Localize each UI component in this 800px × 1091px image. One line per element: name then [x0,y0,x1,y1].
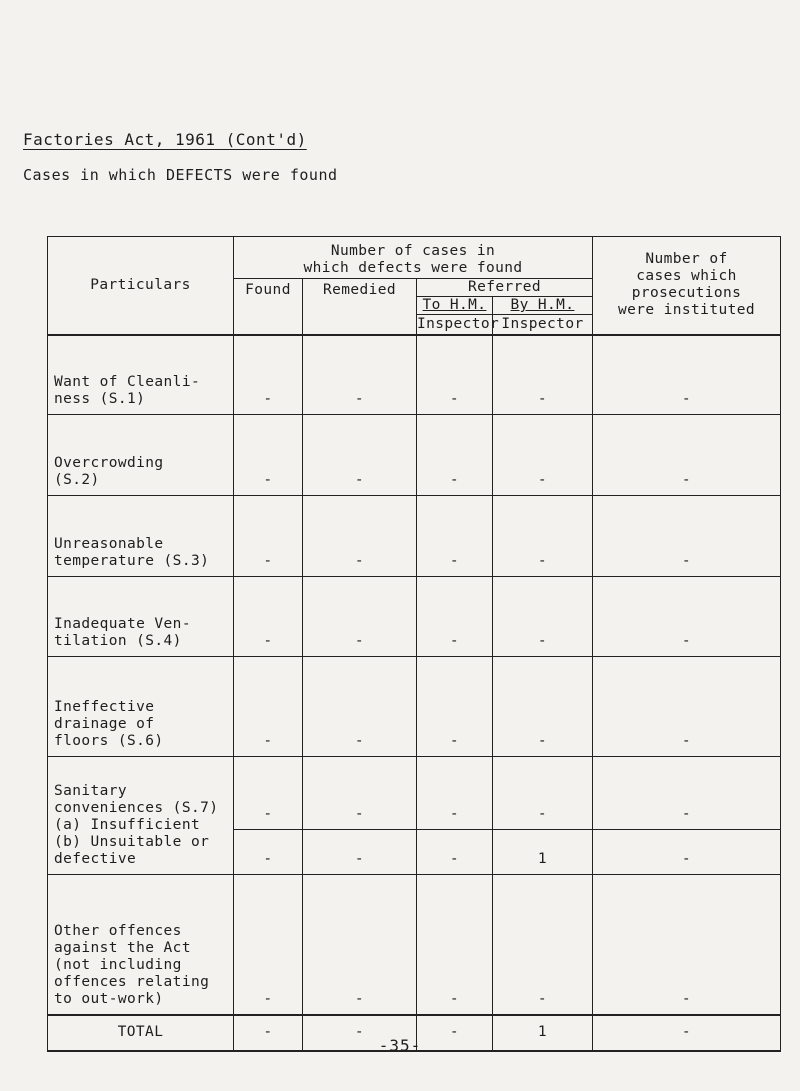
row-particulars: Overcrowding (S.2) [48,415,234,496]
table-row [48,496,781,577]
cell-by-hm: 1 [493,830,593,875]
cell-remedied: - [303,757,417,830]
total-to-hm: - [417,1015,493,1051]
cell-found: - [234,415,303,496]
cell-found: - [234,577,303,657]
row-particulars: Ineffective drainage of floors (S.6) [48,657,234,757]
table-row [48,757,781,830]
cell-remedied: - [303,335,417,415]
header-particulars: Particulars [48,237,234,335]
cell-to-hm: - [417,496,493,577]
cell-by-hm: - [493,757,593,830]
cell-to-hm: - [417,415,493,496]
cell-to-hm: - [417,830,493,875]
cell-remedied: - [303,577,417,657]
page-number: -35- [378,1036,422,1055]
table-row [48,335,781,415]
cell-remedied: - [303,830,417,875]
row-particulars: Want of Cleanli- ness (S.1) [48,335,234,415]
header-by-hm: By H.M. [493,297,593,315]
row-particulars: Unreasonable temperature (S.3) [48,496,234,577]
total-found: - [234,1015,303,1051]
cell-found: - [234,335,303,415]
row-particulars: Inadequate Ven- tilation (S.4) [48,577,234,657]
cell-prosecutions: - [593,757,781,830]
cell-prosecutions: - [593,830,781,875]
total-remedied: - [303,1015,417,1051]
cell-prosecutions: - [593,657,781,757]
header-remedied: Remedied [303,279,417,335]
defects-table [47,236,781,1052]
table-row [48,875,781,1015]
cell-remedied: - [303,875,417,1015]
cell-remedied: - [303,657,417,757]
cell-by-hm: - [493,335,593,415]
header-inspector-to: Inspector [417,315,493,335]
cell-remedied: - [303,415,417,496]
cell-remedied: - [303,496,417,577]
cell-found: - [234,757,303,830]
page-heading: Factories Act, 1961 (Cont'd) [23,130,307,149]
row-particulars: Other offences against the Act (not including offences relating to out-work) [48,875,234,1015]
header-prosecutions: Number of cases which prosecutions were instituted [593,237,781,335]
header-found: Found [234,279,303,335]
header-inspector-by: Inspector [493,315,593,335]
cell-found: - [234,496,303,577]
cell-to-hm: - [417,875,493,1015]
table-row [48,657,781,757]
cell-by-hm: - [493,415,593,496]
cell-by-hm: - [493,875,593,1015]
total-prosecutions: - [593,1015,781,1051]
cell-to-hm: - [417,757,493,830]
cell-to-hm: - [417,657,493,757]
header-to-hm: To H.M. [417,297,493,315]
cell-to-hm: - [417,335,493,415]
cell-prosecutions: - [593,875,781,1015]
table-row [48,415,781,496]
cell-prosecutions: - [593,577,781,657]
cell-by-hm: - [493,496,593,577]
cell-found: - [234,830,303,875]
cell-found: - [234,657,303,757]
header-referred: Referred [417,279,593,297]
cell-found: - [234,875,303,1015]
header-number-of-cases: Number of cases in which defects were found [234,237,593,279]
cell-by-hm: - [493,577,593,657]
cell-prosecutions: - [593,496,781,577]
page-subheading: Cases in which DEFECTS were found [23,166,338,184]
cell-to-hm: - [417,577,493,657]
cell-by-hm: - [493,657,593,757]
cell-prosecutions: - [593,415,781,496]
table-row [48,577,781,657]
total-by-hm: 1 [493,1015,593,1051]
row-particulars: Sanitary conveniences (S.7) (a) Insufficient (b) Unsuitable or defective [48,757,234,875]
cell-prosecutions: - [593,335,781,415]
total-label: TOTAL [48,1015,234,1051]
